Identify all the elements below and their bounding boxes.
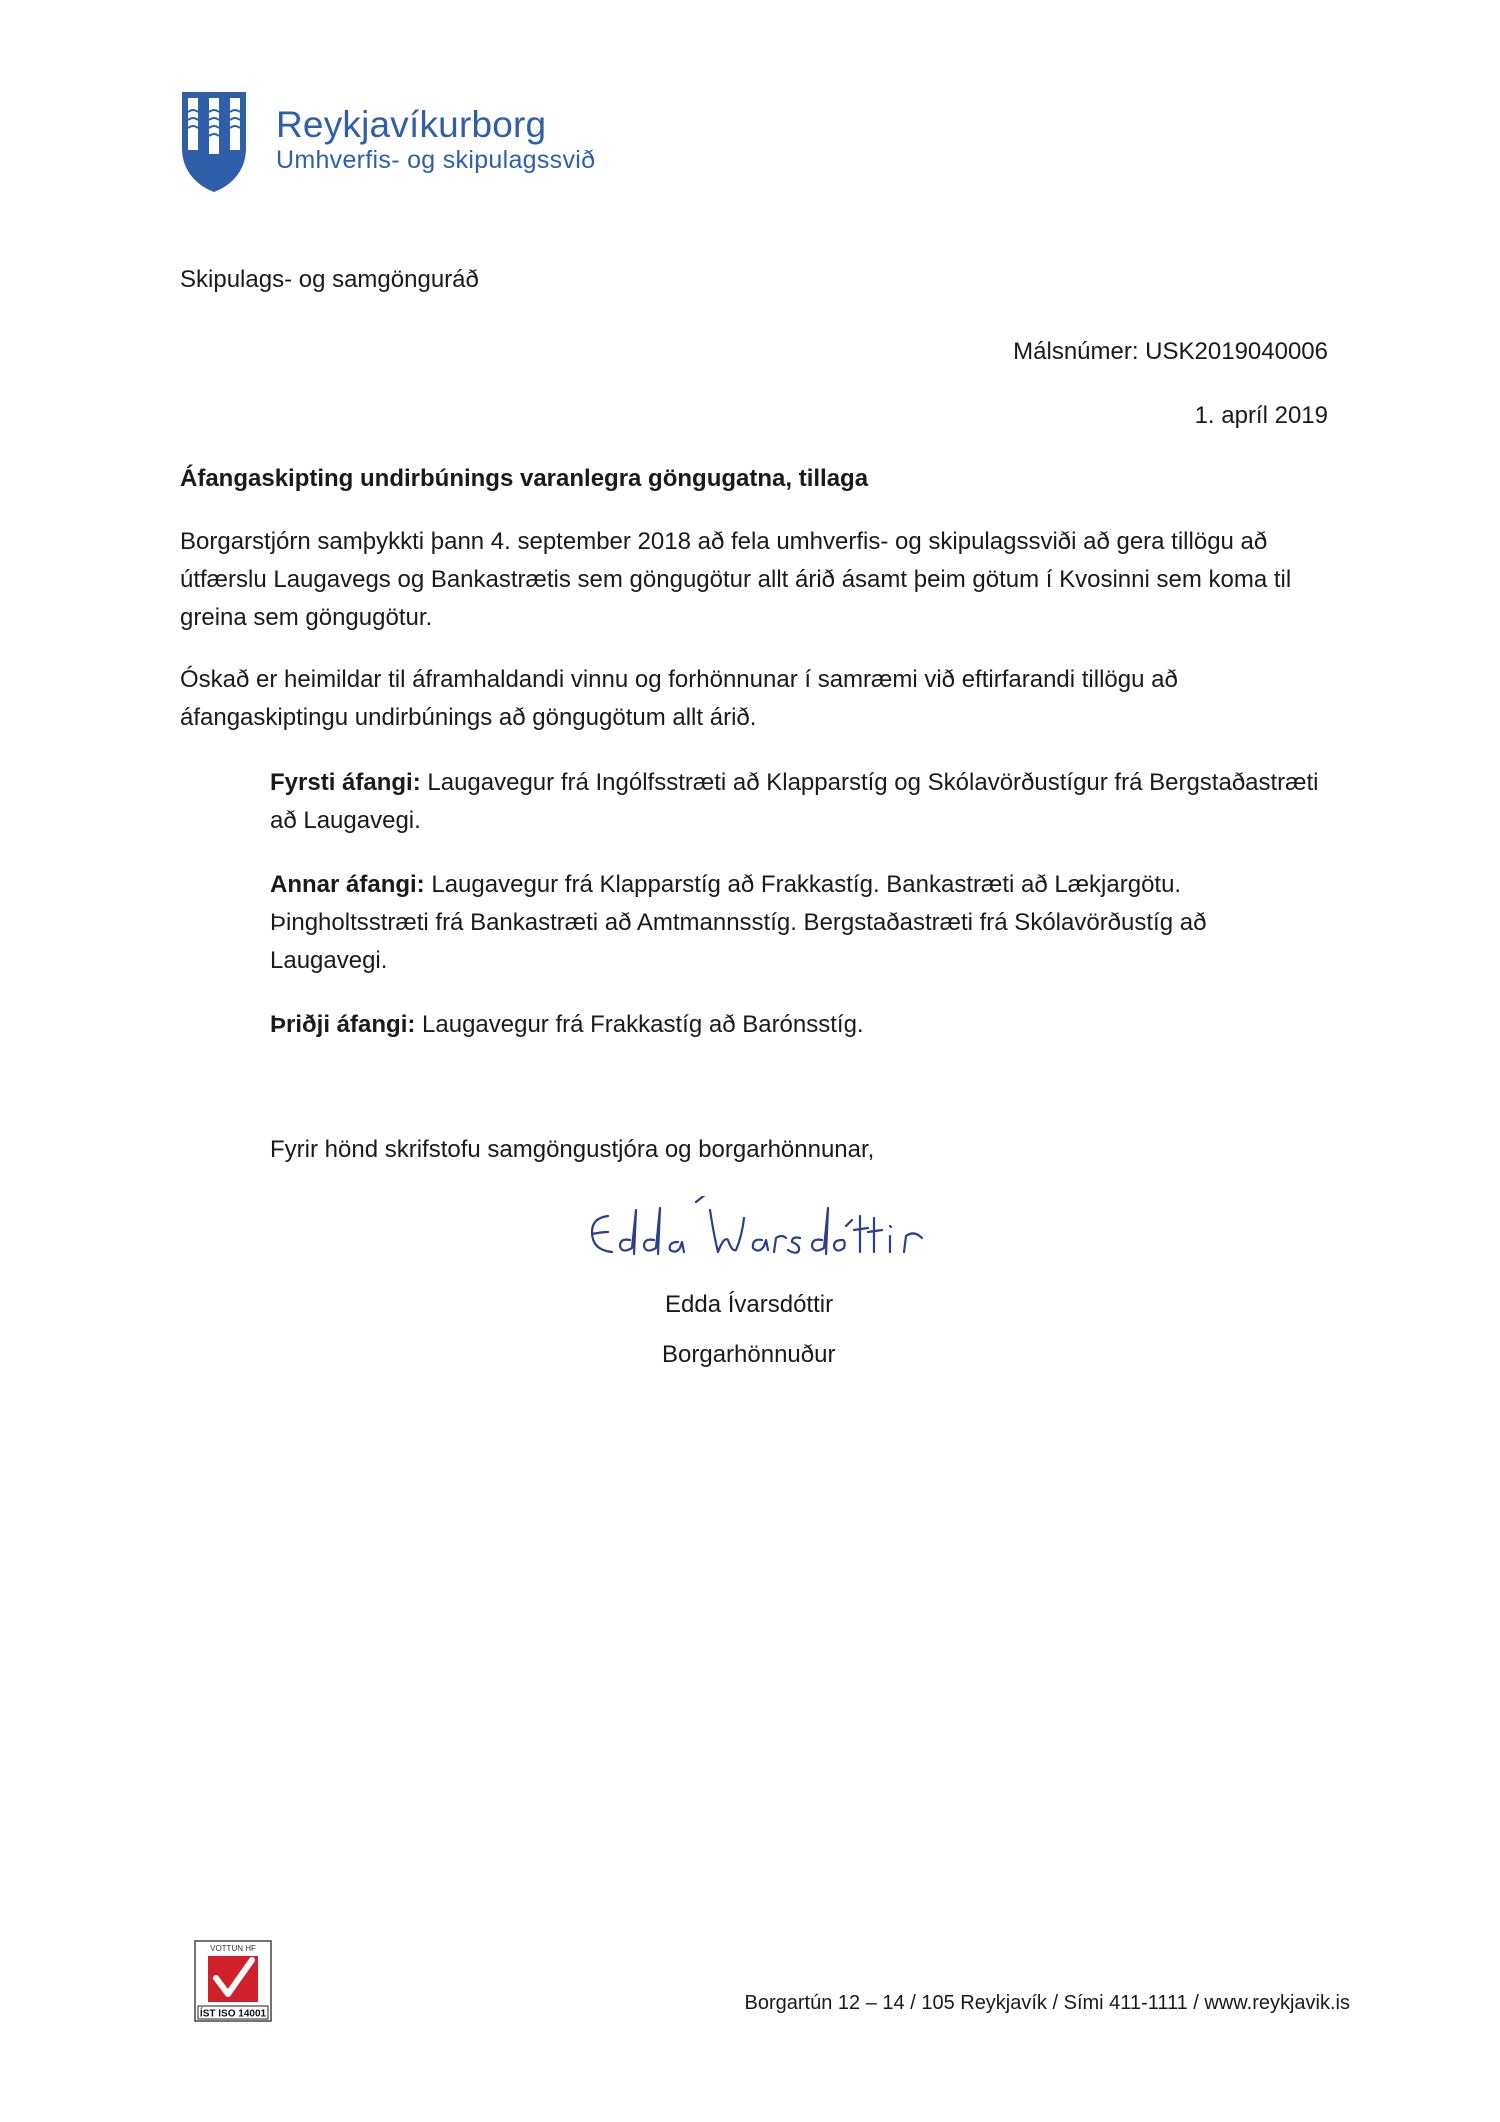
footer-address: Borgartún 12 – 14 / 105 Reykjavík / Sími 411-1111 / www.reykjavik.is bbox=[744, 1992, 1350, 2014]
case-number: Málsnúmer: USK2019040006 bbox=[1013, 338, 1328, 365]
phase-1 bbox=[270, 764, 1330, 840]
reykjavik-coat-of-arms-icon bbox=[180, 90, 248, 194]
iso-14001-badge-icon bbox=[194, 1940, 272, 2022]
org-name: Reykjavíkurborg bbox=[276, 104, 547, 145]
signatory-title: Borgarhönnuður bbox=[662, 1341, 836, 1368]
phase-2 bbox=[270, 866, 1330, 980]
phase-1-label: Fyrsti áfangi: bbox=[270, 769, 421, 796]
phase-3-label: Þriðji áfangi: bbox=[270, 1011, 416, 1038]
phase-3 bbox=[270, 1006, 1330, 1044]
body-paragraph-1: Borgarstjórn samþykkti þann 4. september 2018 að fela umhverfis- og skipulagssviði að gera tillögu að útfærslu Laugavegs og Bankastrætis sem göngugötur allt árið ásamt þeim götum í Kvosinni sem koma til greina sem göngugötur. bbox=[180, 528, 1292, 631]
svg-text:VOTTUN HF: VOTTUN HF bbox=[210, 1944, 256, 1953]
department-name: Umhverfis- og skipulagssvið bbox=[276, 146, 596, 174]
subject-heading: Áfangaskipting undirbúnings varanlegra göngugatna, tillaga bbox=[180, 465, 869, 492]
phase-3-text: Laugavegur frá Frakkastíg að Barónsstíg. bbox=[415, 1011, 864, 1038]
handwritten-signature bbox=[578, 1196, 938, 1276]
letter-date: 1. apríl 2019 bbox=[1194, 402, 1328, 429]
signatory-name: Edda Ívarsdóttir bbox=[665, 1291, 834, 1318]
phase-1-text: Laugavegur frá Ingólfsstræti að Klapparstíg og Skólavörðustígur frá Bergstaðastræti að Laugavegi. bbox=[270, 769, 1319, 834]
phase-2-label: Annar áfangi: bbox=[270, 871, 425, 898]
closing-line: Fyrir hönd skrifstofu samgöngustjóra og borgarhönnunar, bbox=[270, 1136, 875, 1163]
body-paragraph-2: Óskað er heimildar til áframhaldandi vinnu og forhönnunar í samræmi við eftirfarandi tillögu að áfangaskiptingu undirbúnings að göngugötum allt árið. bbox=[180, 666, 1178, 731]
svg-text:ÍST ISO 14001: ÍST ISO 14001 bbox=[199, 2008, 267, 2020]
phase-2-text: Laugavegur frá Klapparstíg að Frakkastíg. Bankastræti að Lækjargötu. Þingholtsstræti frá Bankastræti að Amtmannsstíg. Bergstaðastræti frá Skólavörðustíg að Laugavegi. bbox=[270, 871, 1207, 974]
recipient: Skipulags- og samgönguráð bbox=[180, 266, 479, 293]
